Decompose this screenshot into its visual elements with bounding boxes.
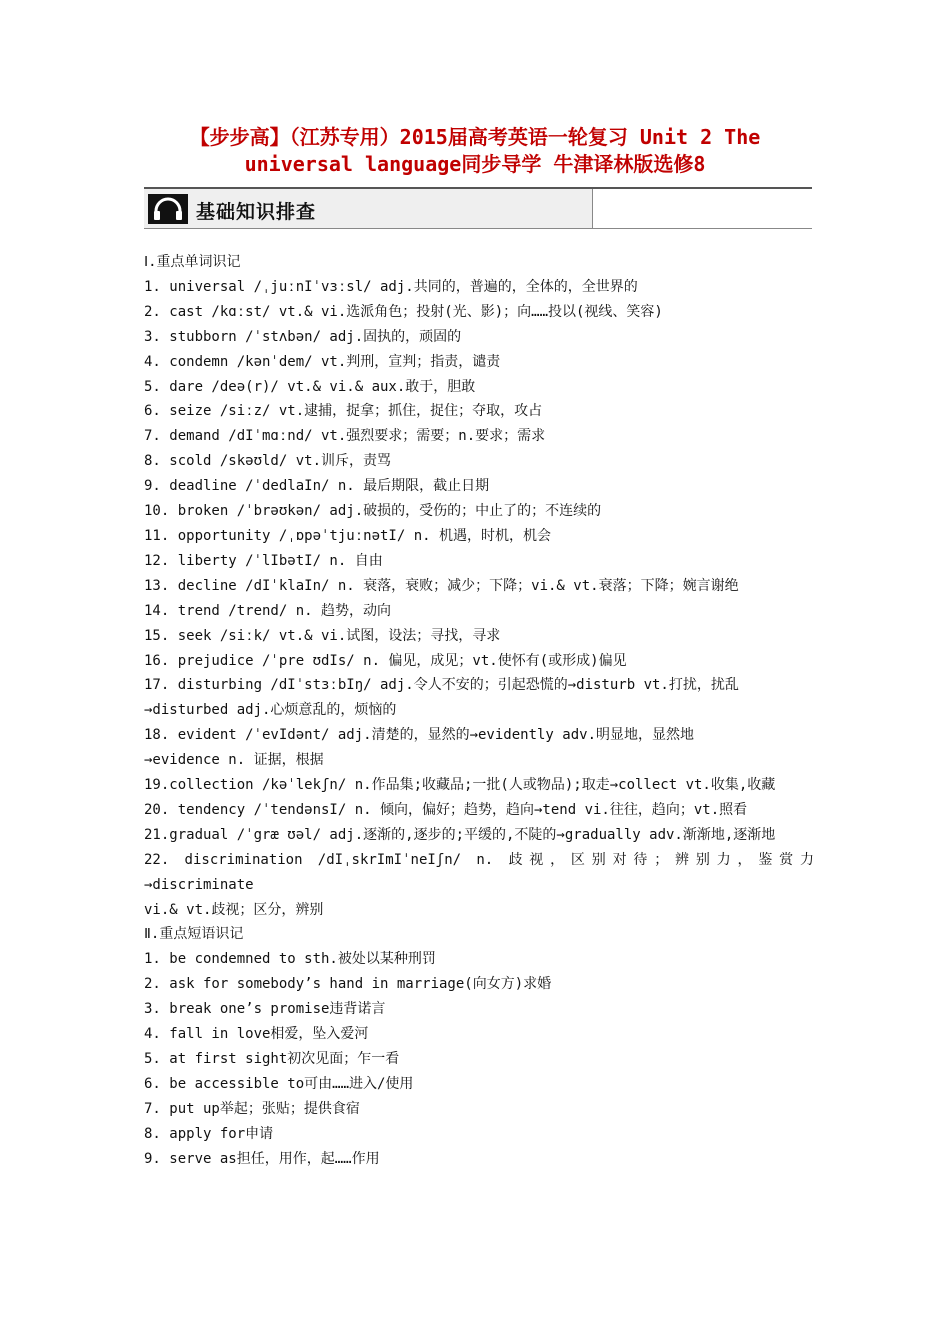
word-item-continued: vi.& vt.歧视；区分，辨别 [144, 901, 324, 918]
word-item: 1. universal /ˌjuːnIˈvɜːsl/ adj.共同的，普遍的，全体的，全世界的 [144, 278, 638, 295]
word-item: 18. evident /ˈevIdənt/ adj.清楚的，显然的→evidently adv.明显地，显然地 [144, 727, 695, 744]
word-item-continued: →discriminate [144, 876, 254, 893]
phrase-item: 3. break one’s promise违背诺言 [144, 1001, 386, 1018]
word-item: 12. liberty /ˈlIbətI/ n. 自由 [144, 552, 383, 569]
section-heading-words: Ⅰ.重点单词识记 [144, 254, 241, 270]
word-item-continued: →evidence n. 证据，根据 [144, 752, 324, 769]
phrase-item: 1. be condemned to sth.被处以某种刑罚 [144, 951, 436, 968]
phrase-item: 6. be accessible to可由……进入/使用 [144, 1075, 414, 1092]
banner-label: 基础知识排查 [196, 201, 317, 223]
document-title [120, 124, 830, 178]
phrase-item: 7. put up举起；张贴；提供食宿 [144, 1100, 360, 1117]
word-item: 22. discrimination /dIˌskrImIˈneIʃn/ n. 歧视，区别对待；辨别力，鉴赏力 [144, 851, 814, 868]
phrase-item: 5. at first sight初次见面；乍一看 [144, 1051, 400, 1067]
word-item: 14. trend /trend/ n. 趋势，动向 [144, 602, 392, 619]
word-item: 3. stubborn /ˈstʌbən/ adj.固执的，顽固的 [144, 328, 462, 345]
title-line-2: universal language同步导学 牛津译林版选修8 [244, 152, 706, 176]
document-body [144, 250, 814, 1172]
word-item: 19.collection /kəˈlekʃn/ n.作品集;收藏品;一批(人或物品);取走→collect vt.收集,收藏 [144, 777, 776, 794]
word-item: 11. opportunity /ˌɒpəˈtjuːnətI/ n. 机遇，时机，机会 [144, 527, 552, 544]
word-item: 21.gradual /ˈgræ ʊəl/ adj.逐渐的,逐步的;平缓的,不陡的→gradually adv.渐渐地,逐渐地 [144, 826, 776, 843]
section-heading-phrases: Ⅱ.重点短语识记 [144, 926, 244, 943]
word-item: 16. prejudice /ˈpre ʊdIs/ n. 偏见，成见；vt.使怀有(或形成)偏见 [144, 652, 627, 669]
phrase-item: 4. fall in love相爱，坠入爱河 [144, 1026, 369, 1043]
word-item: 8. scold /skəʊld/ vt.训斥，责骂 [144, 453, 392, 470]
word-item: 5. dare /deə(r)/ vt.& vi.& aux.敢于，胆敢 [144, 378, 476, 395]
word-item: 6. seize /siːz/ vt.逮捕，捉拿；抓住，捉住；夺取，攻占 [144, 403, 543, 420]
word-item: 20. tendency /ˈtendənsI/ n. 倾向，偏好；趋势，趋向→tend vi.往往，趋向；vt.照看 [144, 801, 748, 818]
word-item: 4. condemn /kənˈdem/ vt.判刑，宣判；指责，谴责 [144, 353, 501, 370]
section-banner [144, 187, 812, 229]
phrase-item: 2. ask for somebody’s hand in marriage(向女方)求婚 [144, 976, 552, 993]
phrase-item: 8. apply for申请 [144, 1125, 274, 1142]
word-item-continued: →disturbed adj.心烦意乱的，烦恼的 [144, 702, 397, 719]
word-item: 7. demand /dIˈmɑːnd/ vt.强烈要求；需要；n.要求；需求 [144, 428, 546, 445]
word-item: 13. decline /dIˈklaIn/ n. 衰落，衰败；减少；下降；vi.& vt.衰落；下降；婉言谢绝 [144, 577, 739, 594]
banner-tab [144, 189, 593, 228]
headphones-icon [148, 194, 188, 224]
word-item: 9. deadline /ˈdedlaIn/ n. 最后期限，截止日期 [144, 478, 490, 495]
phrase-item: 9. serve as担任，用作，起……作用 [144, 1150, 380, 1167]
word-item: 10. broken /ˈbrəʊkən/ adj.破损的，受伤的；中止了的；不连续的 [144, 503, 602, 520]
word-item: 15. seek /siːk/ vt.& vi.试图，设法；寻找，寻求 [144, 627, 501, 644]
word-item: 17. disturbing /dIˈstɜːbIŋ/ adj.令人不安的；引起恐慌的→disturb vt.打扰，扰乱 [144, 677, 739, 694]
word-item: 2. cast /kɑːst/ vt.& vi.选派角色；投射(光、影)；向……投以(视线、笑容) [144, 303, 663, 320]
title-line-1: 【步步高】（江苏专用）2015届高考英语一轮复习 Unit 2 The [189, 125, 761, 149]
